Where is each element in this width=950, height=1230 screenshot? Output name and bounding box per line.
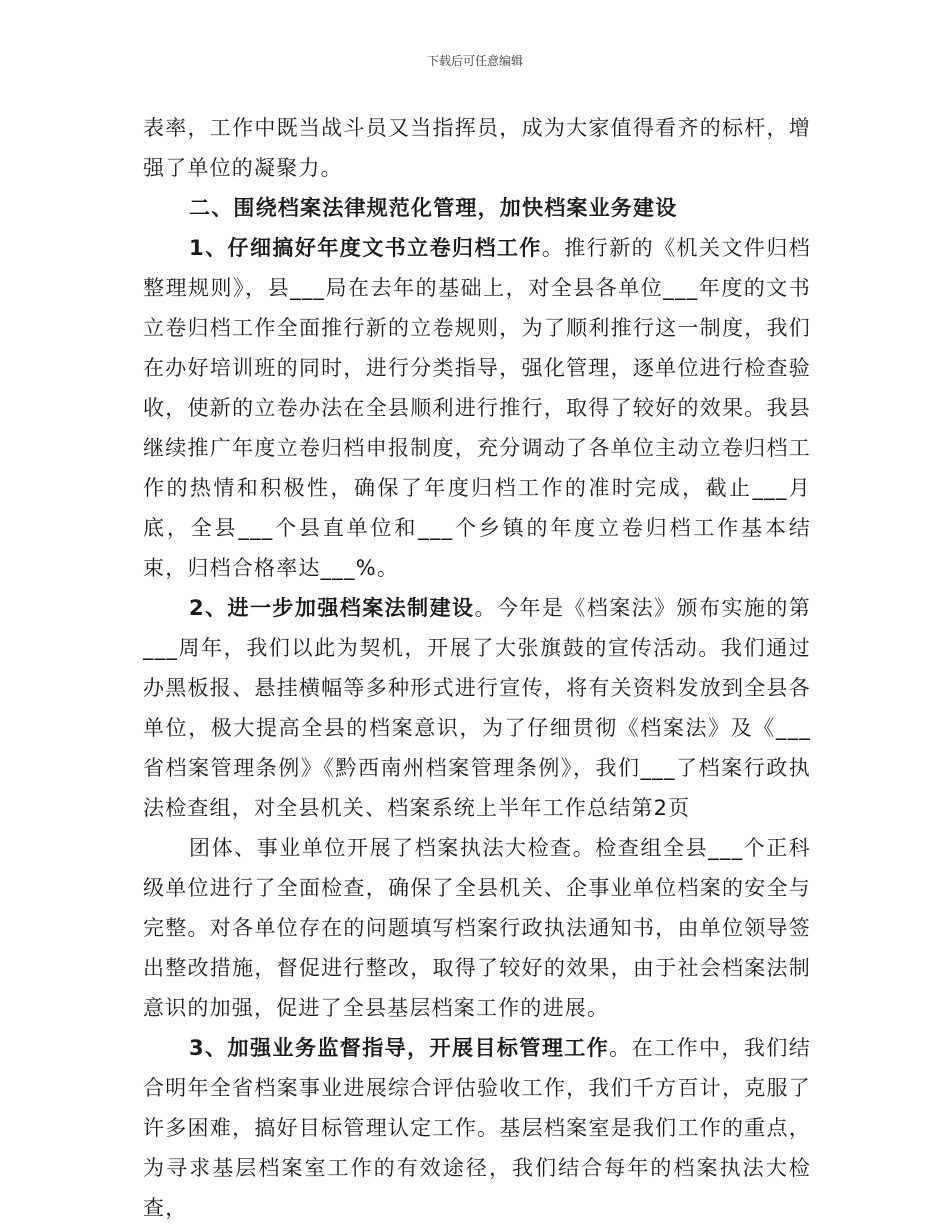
paragraph-1 <box>143 228 811 588</box>
paragraph-1-lead: 1、仔细搞好年度文书立卷归档工作 <box>189 236 542 260</box>
section-heading: 二、围绕档案法律规范化管理，加快档案业务建设 <box>189 196 678 220</box>
paragraph-4 <box>143 1028 811 1228</box>
paragraph-3: 团体、事业单位开展了档案执法大检查。检查组全县___个正科级单位进行了全面检查，确保了全县机关、企事业单位档案的安全与完整。对各单位存在的问题填写档案行政执法通知书，由单位领导签出整改措施，督促进行整改，取得了较好的效果，由于社会档案法制意识的加强，促进了全县基层档案工作的进展。 <box>143 836 811 1020</box>
paragraph-2-body: 。今年是《档案法》颁布实施的第___周年，我们以此为契机，开展了大张旗鼓的宣传活动。我们通过办黑板报、悬挂横幅等多种形式进行宣传，将有关资料发放到全县各单位，极大提高全县的档案意识，为了仔细贯彻《档案法》及《___省档案管理条例》《黔西南州档案管理条例》，我们___了档案行政执法检查组，对全县机关、档案系统上半年工作总结第2页 <box>143 596 811 820</box>
paragraph-1-body: 。推行新的《机关文件归档整理规则》，县___局在去年的基础上，对全县各单位___年度的文书立卷归档工作全面推行新的立卷规则，为了顺利推行这一制度，我们在办好培训班的同时，进行分类指导，强化管理，逐单位进行检查验收，使新的立卷办法在全县顺利进行推行，取得了较好的效果。我县继续推广年度立卷归档申报制度，充分调动了各单位主动立卷归档工作的热情和积极性，确保了年度归档工作的准时完成，截止___月底，全县___个县直单位和___个乡镇的年度立卷归档工作基本结束，归档合格率达___%。 <box>143 236 812 580</box>
document-body <box>143 108 811 1228</box>
paragraph-intro: 表率，工作中既当战斗员又当指挥员，成为大家值得看齐的标杆，增强了单位的凝聚力。 <box>143 116 811 180</box>
paragraph-4-body: 。在工作中，我们结合明年全省档案事业进展综合评估验收工作，我们千方百计，克服了许多困难，搞好目标管理认定工作。基层档案室是我们工作的重点，为寻求基层档案室工作的有效途径，我们结合每年的档案执法大检查， <box>143 1036 811 1220</box>
paragraph-2-lead: 2、进一步加强档案法制建设 <box>189 596 475 620</box>
page-header-note: 下载后可任意编辑 <box>426 54 523 68</box>
paragraph-2 <box>143 588 811 828</box>
paragraph-4-lead: 3、加强业务监督指导，开展目标管理工作 <box>189 1036 610 1060</box>
